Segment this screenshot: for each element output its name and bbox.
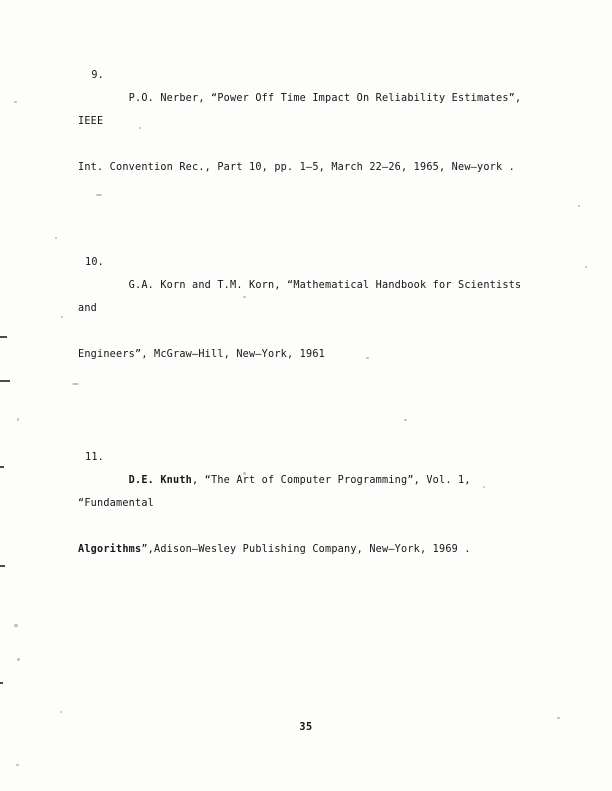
reference-number: 10. — [84, 257, 104, 268]
edge-mark — [0, 565, 5, 567]
reference-author-bold: D.E. Knuth — [128, 475, 193, 486]
reference-number: 9. — [91, 70, 104, 81]
edge-mark — [0, 682, 3, 684]
page-number: 35 — [299, 722, 313, 733]
reference-line-1-rest: , “The Art of Computer Programming”, Vol. 1, “Fundamental — [78, 475, 478, 509]
scan-speck — [55, 237, 57, 239]
reference-item — [78, 64, 538, 225]
reference-text — [78, 475, 538, 601]
scan-speck — [16, 764, 19, 766]
reference-number: 11. — [84, 452, 104, 463]
scan-speck — [557, 717, 560, 719]
reference-line-1: G.A. Korn and T.M. Korn, “Mathematical Handbook for Scientists and — [78, 280, 528, 314]
scan-speck — [585, 266, 587, 268]
reference-line-2 — [78, 538, 538, 561]
reference-item — [78, 251, 538, 412]
scan-speck — [578, 205, 580, 207]
reference-title-bold: Algorithms — [78, 544, 142, 555]
edge-mark — [0, 336, 7, 338]
scan-speck — [17, 658, 20, 661]
edge-mark — [0, 380, 10, 382]
reference-line-2: Engineers”, McGraw–Hill, New–York, 1961 — [78, 349, 326, 360]
reference-list — [78, 64, 538, 633]
reference-item — [78, 446, 538, 607]
reference-line-2: Int. Convention Rec., Part 10, pp. 1–5, March 22–26, 1965, New–york . — [78, 162, 516, 173]
scan-speck — [61, 316, 63, 318]
scan-speck — [14, 101, 17, 103]
reference-line-1 — [78, 475, 477, 509]
scan-speck — [17, 418, 19, 421]
edge-mark — [0, 466, 4, 468]
reference-line-1: P.O. Nerber, “Power Off Time Impact On Reliability Estimates”, IEEE — [78, 93, 528, 127]
reference-text — [78, 93, 538, 219]
scan-speck — [14, 624, 18, 627]
scan-speck — [60, 711, 62, 713]
reference-line-2-rest: ”,Adison–Wesley Publishing Company, New–York, 1969 . — [141, 544, 471, 555]
reference-text — [78, 280, 538, 406]
